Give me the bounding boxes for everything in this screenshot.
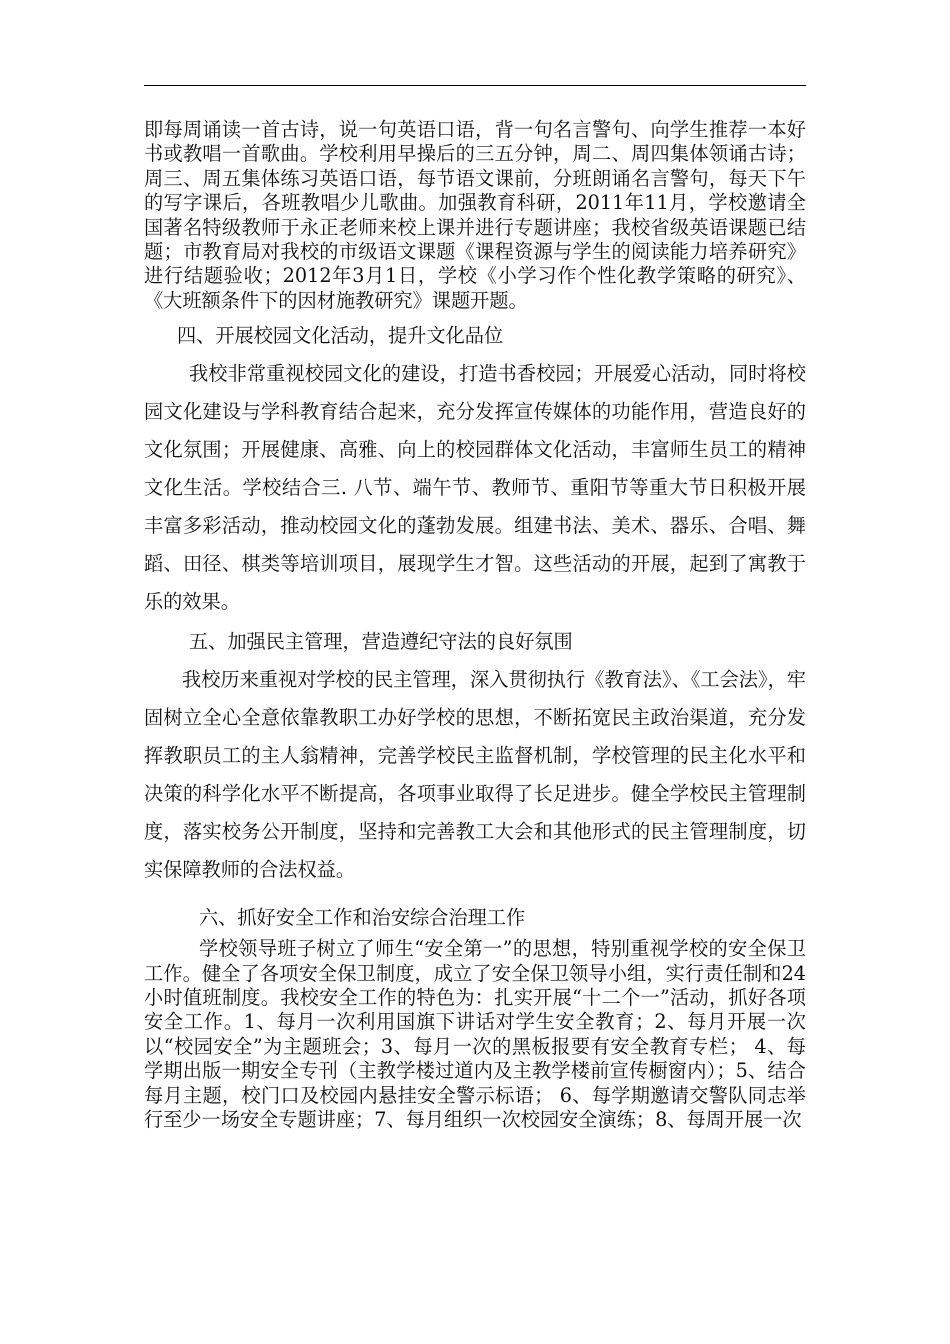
section-heading-campus-culture: 四、开展校园文化活动，提升文化品位 (177, 324, 504, 348)
paragraph-democratic-management: 我校历来重视对学校的民主管理，深入贯彻执行《教育法》、《工会法》，牢固树立全心全意依靠教职工办好学校的思想，不断拓宽民主政治渠道，充分发挥教职员工的主人翁精神，完善学校民主监督机制，学校管理的民主化水平和决策的科学化水平不断提高，各项事业取得了长足进步。健全学校民主管理制度，落实校务公开制度，坚持和完善教工大会和其他形式的民主管理制度，切实保障教师的合法权益。 (144, 668, 806, 882)
section-heading-democratic-management: 五、加强民主管理，营造遵纪守法的良好氛围 (189, 630, 573, 654)
paragraph-campus-culture: 我校非常重视校园文化的建设，打造书香校园；开展爱心活动，同时将校园文化建设与学科教育结合起来，充分发挥宣传媒体的功能作用，营造良好的文化氛围；开展健康、高雅、向上的校园群体文化活动，丰富师生员工的精神文化生活。学校结合三. 八节、端午节、教师节、重阳节等重大节日积极开展丰富多彩活动，推动校园文化的蓬勃发展。组建书法、美术、器乐、合唱、舞蹈、田径、棋类等培训项目，展现学生才智。这些活动的开展，起到了寓教于乐的效果。 (144, 362, 806, 614)
paragraph-education-research: 即每周诵读一首古诗，说一句英语口语，背一句名言警句、向学生推荐一本好书或教唱一首歌曲。学校利用早操后的三五分钟，周二、周四集体领诵古诗；周三、周五集体练习英语口语，每节语文课前，分班朗诵名言警句，每天下午的写字课后，各班教唱少儿歌曲。加强教育科研，2011年11月，学校邀请全国著名特级教师于永正老师来校上课并进行专题讲座；我校省级英语课题已结题；市教育局对我校的市级语文课题《课程资源与学生的阅读能力培养研究》进行结题验收；2012年3月1日，学校《小学习作个性化教学策略的研究》、《大班额条件下的因材施教研究》课题开题。 (144, 118, 806, 312)
header-rule (144, 85, 806, 86)
paragraph-safety-work: 学校领导班子树立了师生“安全第一”的思想，特别重视学校的安全保卫工作。健全了各项安全保卫制度，成立了安全保卫领导小组，实行责任制和24小时值班制度。我校安全工作的特色为：扎实开展“十二个一”活动，抓好各项安全工作。1、每月一次利用国旗下讲话对学生安全教育；2、每月开展一次以“校园安全”为主题班会；3、每月一次的黑板报要有安全教育专栏； 4、每学期出版一期安全专刊（主教学楼过道内及主教学楼前宣传橱窗内）；5、结合每月主题，校门口及校园内悬挂安全警示标语； 6、每学期邀请交警队同志举行至少一场安全专题讲座；7、每月组织一次校园安全演练；8、每周开展一次 (144, 937, 806, 1132)
document-body (144, 118, 806, 1133)
section-heading-safety-work: 六、抓好安全工作和治安综合治理工作 (199, 906, 526, 930)
